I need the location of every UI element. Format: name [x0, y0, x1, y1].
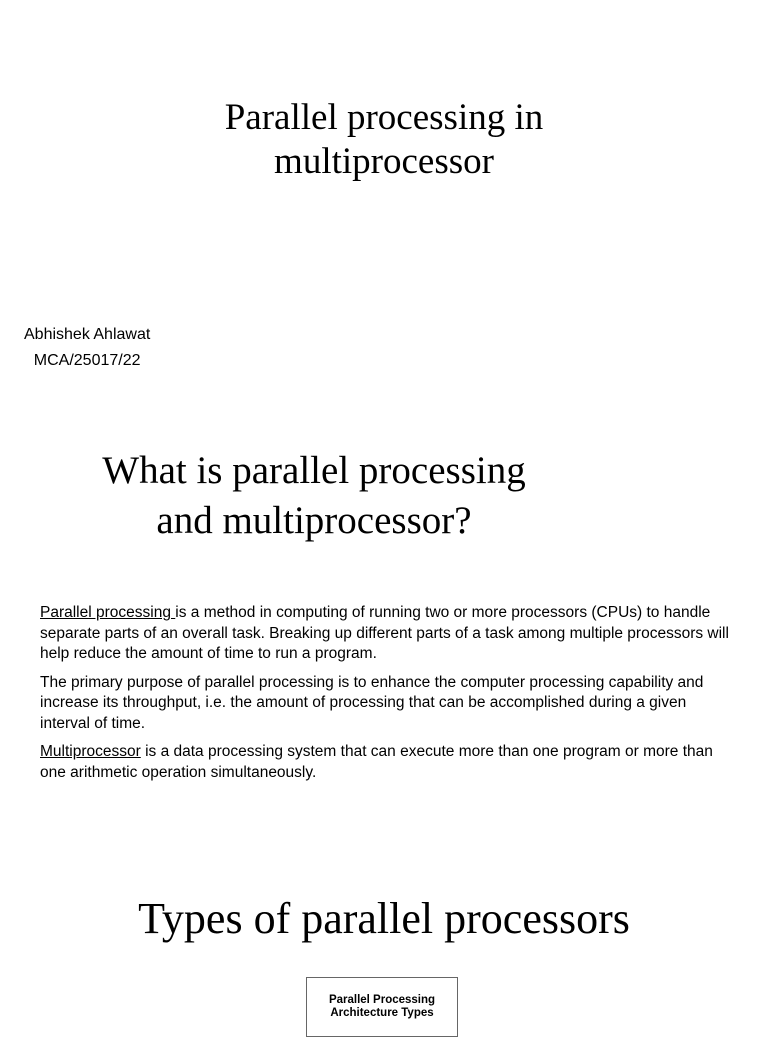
slide3-title: Types of parallel processors	[138, 894, 630, 943]
slide2-title	[40, 446, 588, 546]
paragraph-parallel-processing-text: is a method in computing of running two or more processors (CPUs) to handle separate parts of an overall task. Breaking up different parts of a task among multiple processors will help reduce the amount of time to run a program.	[40, 604, 729, 662]
author-block	[24, 322, 150, 374]
term-parallel-processing: Parallel processing	[40, 604, 176, 621]
slide1-title-line2: multiprocessor	[274, 141, 494, 182]
author-name: Abhishek Ahlawat	[24, 326, 151, 343]
slide2-title-line2: and multiprocessor?	[156, 499, 472, 542]
paragraph-multiprocessor-text: is a data processing system that can execute more than one program or more than one arithmetic operation simultaneously.	[40, 743, 713, 781]
diagram-label-line1: Parallel Processing	[328, 994, 436, 1006]
paragraph-purpose: The primary purpose of parallel processing is to enhance the computer processing capability and increase its throughput, i.e. the amount of processing that can be accomplished during a given interval of time.	[40, 673, 704, 732]
term-multiprocessor: Multiprocessor	[40, 743, 141, 760]
slide2-title-line1: What is parallel processing	[102, 449, 526, 492]
diagram-root-box	[306, 977, 458, 1037]
slide1-title	[0, 96, 768, 184]
diagram-label-line2: Architecture Types	[330, 1007, 434, 1019]
author-id: MCA/25017/22	[33, 352, 141, 369]
slide1-title-line1: Parallel processing in	[224, 97, 544, 138]
slide2-body	[40, 603, 740, 791]
paragraph-parallel-processing	[40, 603, 740, 665]
paragraph-multiprocessor	[40, 742, 740, 783]
